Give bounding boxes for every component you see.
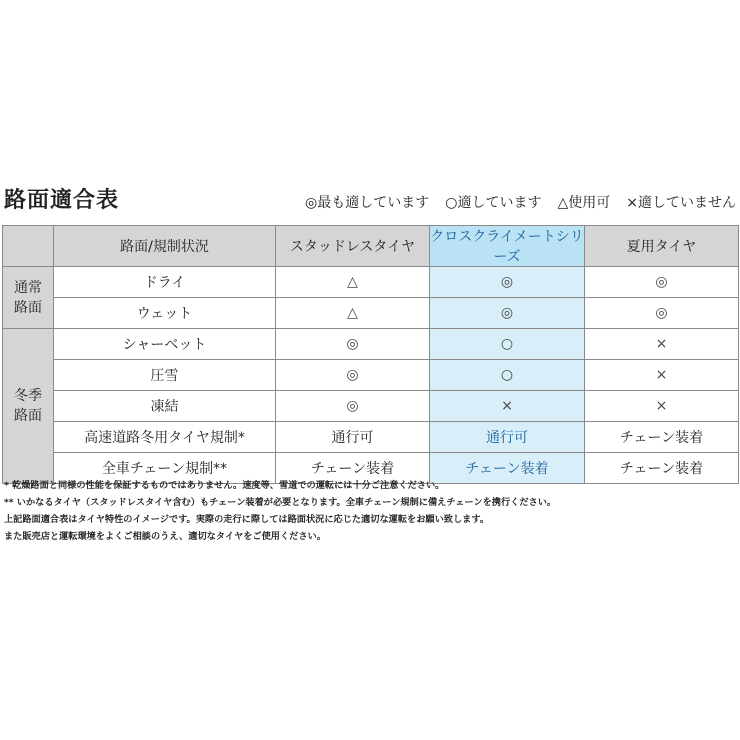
rating-cell: ○ [430, 329, 585, 360]
rating-cell: × [585, 391, 739, 422]
condition-cell: 圧雪 [54, 360, 276, 391]
rating-cell: × [585, 360, 739, 391]
condition-cell: シャーベット [54, 329, 276, 360]
header-studless: スタッドレスタイヤ [276, 226, 430, 267]
rating-cell: ◎ [276, 391, 430, 422]
footnote: 上記路面適合表はタイヤ特性のイメージです。実際の走行に際しては路面状況に応じた適切な運転をお願い致します。 [4, 514, 490, 525]
rating-cell: × [585, 329, 739, 360]
rating-cell: チェーン装着 [585, 453, 739, 484]
legend-item-best: ◎最も適しています [305, 195, 430, 211]
table-row [3, 422, 739, 453]
condition-cell: 凍結 [54, 391, 276, 422]
condition-cell: ドライ [54, 267, 276, 298]
footnote: また販売店と運転環境をよくご相談のうえ、適切なタイヤをご使用ください。 [4, 531, 326, 542]
header-crossclimate: クロスクライメートシリーズ [430, 226, 585, 267]
rating-cell: チェーン装着 [430, 453, 585, 484]
table-row [3, 391, 739, 422]
rating-cell: ◎ [585, 267, 739, 298]
rating-cell: 通行可 [430, 422, 585, 453]
group-label-normal [3, 267, 54, 329]
rating-cell: ◎ [585, 298, 739, 329]
footnote: ** いかなるタイヤ（スタッドレスタイヤ含む）もチェーン装着が必要となります。全車チェーン規制に備えチェーンを携行ください。 [4, 497, 557, 508]
table-row [3, 329, 739, 360]
condition-cell: 全車チェーン規制** [54, 453, 276, 484]
group-label-normal-text: 通常 路面 [14, 279, 42, 316]
header-condition: 路面/規制状況 [54, 226, 276, 267]
legend [305, 192, 736, 212]
condition-cell: 高速道路冬用タイヤ規制* [54, 422, 276, 453]
legend-item-unsuitable: ×適していません [626, 195, 736, 211]
rating-cell: ◎ [276, 360, 430, 391]
rating-cell: 通行可 [276, 422, 430, 453]
rating-cell: ◎ [276, 329, 430, 360]
table-row [3, 298, 739, 329]
legend-item-usable: △使用可 [557, 195, 611, 211]
rating-cell: ○ [430, 360, 585, 391]
group-label-winter [3, 329, 54, 484]
rating-cell: △ [276, 298, 430, 329]
rating-cell: △ [276, 267, 430, 298]
footnotes [4, 477, 556, 545]
condition-cell: ウェット [54, 298, 276, 329]
table-header-row [3, 226, 739, 267]
table-row [3, 267, 739, 298]
rating-cell: ◎ [430, 298, 585, 329]
rating-cell: チェーン装着 [276, 453, 430, 484]
header-corner [3, 226, 54, 267]
rating-cell: ◎ [430, 267, 585, 298]
road-suitability-table [2, 225, 739, 484]
header-summer: 夏用タイヤ [585, 226, 739, 267]
rating-cell: × [430, 391, 585, 422]
rating-cell: チェーン装着 [585, 422, 739, 453]
table-row [3, 360, 739, 391]
page-title: 路面適合表 [4, 188, 120, 213]
legend-item-suitable: ○適しています [445, 195, 542, 211]
footnote: * 乾燥路面と同様の性能を保証するものではありません。速度等、雪道での運転には十分ご注意ください。 [4, 480, 445, 491]
group-label-winter-text: 冬季 路面 [14, 388, 42, 424]
